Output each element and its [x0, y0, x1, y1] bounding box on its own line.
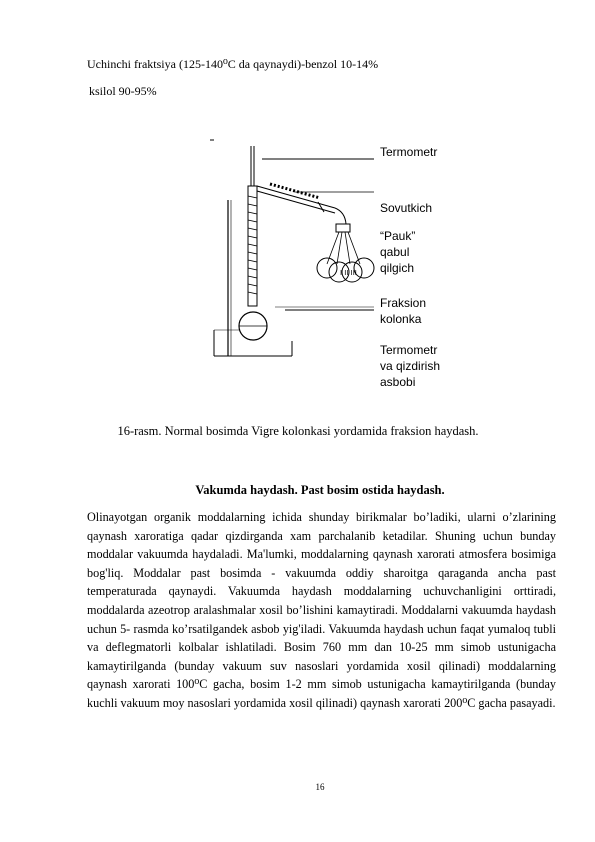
label-fraksion-kolonka: Fraksion kolonka	[380, 296, 427, 326]
intro-line-1: Uchinchi fraktsiya (125-140⁰C da qaynaydi)-benzol 10-14%	[87, 57, 379, 71]
figure-caption: 16-rasm. Normal bosimda Vigre kolonkasi yordamida fraksion haydash.	[117, 424, 479, 438]
label-termometr-va-qizdirish: Termometr va qizdirish asbobi	[380, 343, 441, 389]
paragraph-text: Olinayotgan organik moddalarning ichida shunday birikmalar bo’ladiki, ularni o’zlarining qaynash xaroratiga qadar qizdirganda xam parchalanib ketadilar. Shuning uchun bunday moddalar vakuumda haydaladi. Ma'lumki, moddalarning qaynash xarorati atmosfera bosimiga bog'liq. Moddalar past bosimda - vakuumda oddiy sharoitga qaraganda ancha past temperaturada qaynaydi. Vakuumda haydash moddalarning uchuvchanligini orttiradi, moddalarda azeotrop aralashmalar xosil bo’lishini kamaytiradi. Moddalarni vakuumda haydash uchun 5- rasmda ko’rsatilgandek asbob yig'iladi. Vakuumda haydash uchun faqat yumaloq tubli va deflegmatorli kolbalar ishlatiladi. Bosim 760 mm dan 10-25 mm simob ustunigacha kamaytirilganda (bunday vakuum suv nasoslari yordamida xosil qilinadi) moddalarning qaynash xarorati 100⁰C gacha, bosim 1-2 mm simob ustunigacha kamaytirilganda (bunday kuchli vakuum moy nasoslari yordamida xosil qilinadi) qaynash xarorati 200⁰C gacha pasayadi.	[87, 510, 556, 710]
label-termometr: Termometr	[380, 145, 438, 159]
page-number: 16	[315, 782, 325, 792]
section-heading: Vakumda haydash. Past bosim ostida haydash.	[195, 483, 445, 497]
intro-line-2: ksilol 90-95%	[89, 84, 157, 98]
label-pauk-receiver: “Pauk” qabul qilgich	[380, 229, 416, 275]
distillation-apparatus-figure	[200, 136, 380, 366]
body-paragraph	[87, 508, 556, 713]
svg-text:I II III: I II III	[340, 269, 357, 277]
label-sovutkich: Sovutkich	[380, 201, 433, 215]
